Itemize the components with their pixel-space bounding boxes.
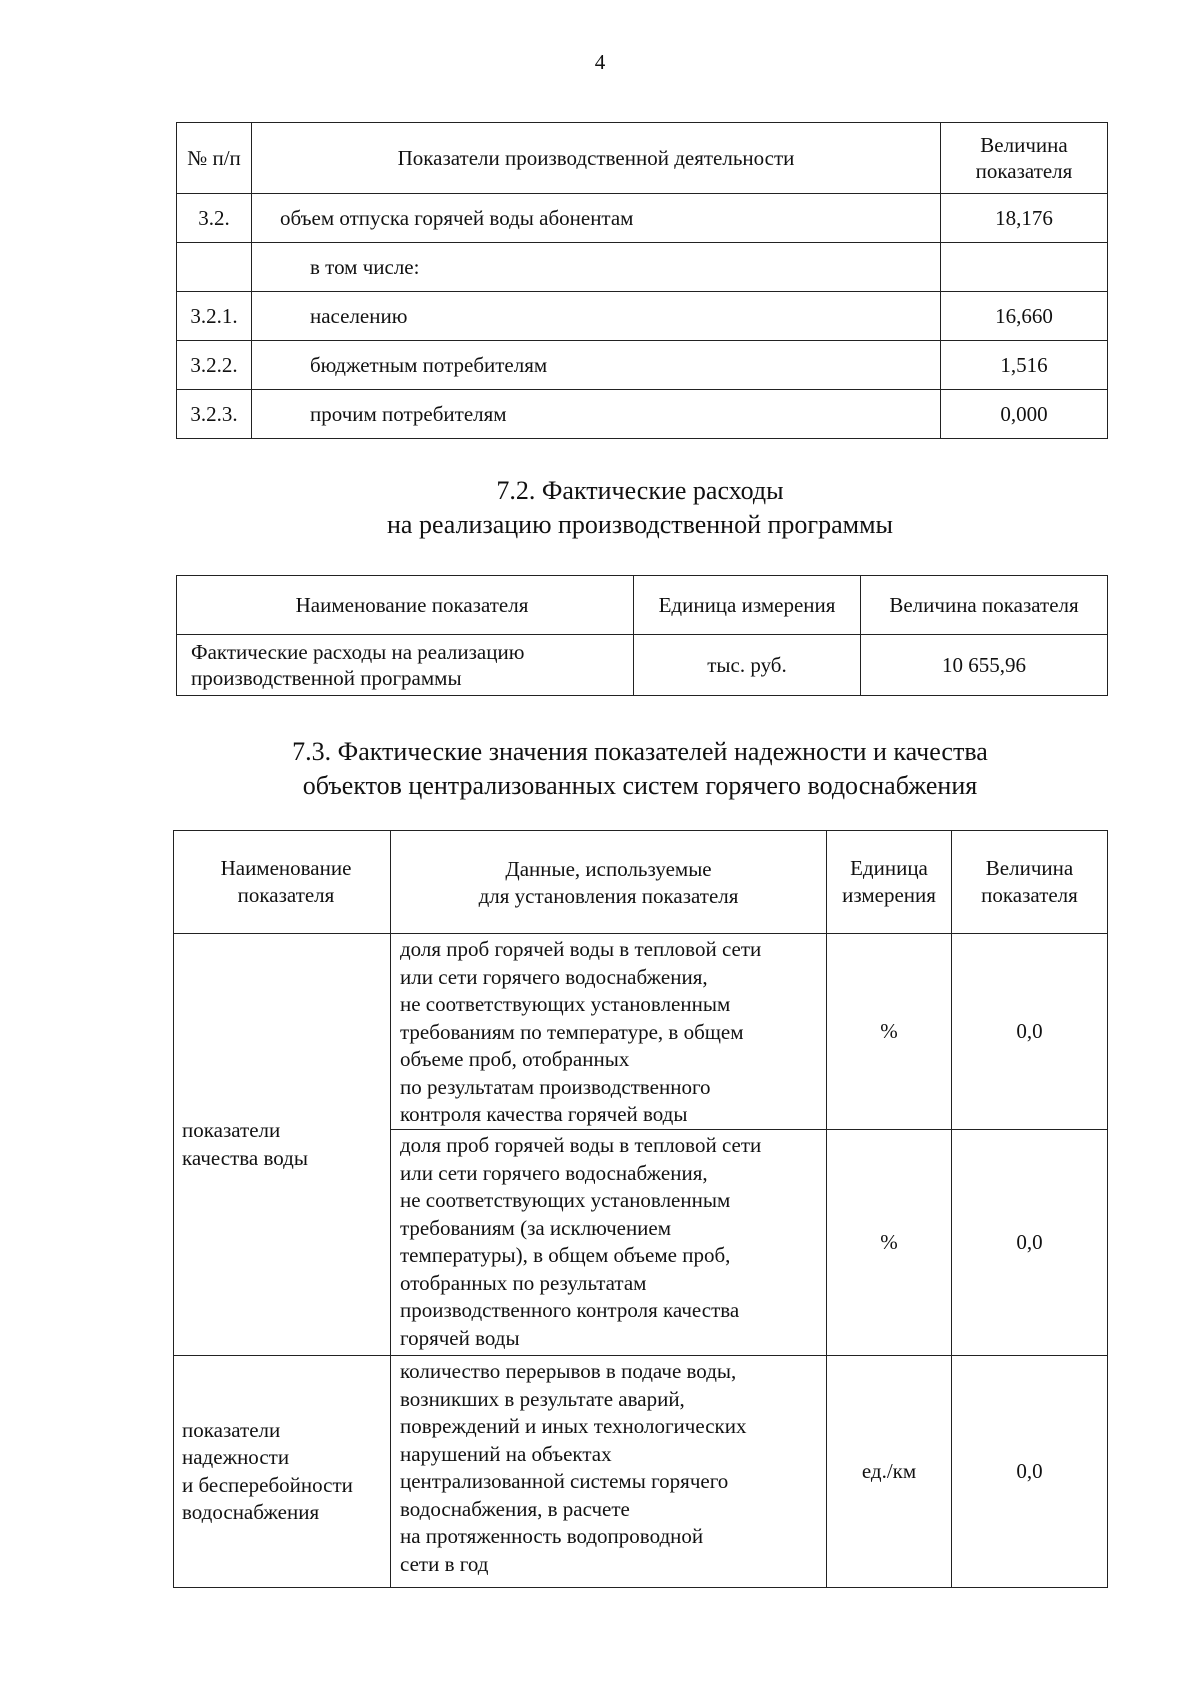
row-unit: %: [827, 934, 952, 1130]
data-line: не соответствующих установленным: [400, 992, 731, 1016]
header-value: Величина показателя: [941, 123, 1108, 194]
row-unit: ед./км: [827, 1356, 952, 1588]
data-line: количество перерывов в подаче воды,: [400, 1359, 737, 1383]
data-line: доля проб горячей воды в тепловой сети: [400, 1133, 762, 1157]
name-line: показатели: [182, 1417, 281, 1442]
heading-line: на реализацию производственной программы: [386, 510, 893, 539]
data-line: повреждений и иных технологических: [400, 1414, 747, 1438]
group-name-reliability: [174, 1356, 391, 1588]
row-value: 0,0: [952, 1130, 1108, 1356]
data-line: доля проб горячей воды в тепловой сети: [400, 937, 762, 961]
table-row: [174, 1356, 1108, 1588]
table-header-row: [174, 831, 1108, 934]
header-name: [174, 831, 391, 934]
header-line: Данные, используемые: [505, 857, 712, 881]
row-num: 3.2.: [177, 194, 252, 243]
name-line: и бесперебойности: [182, 1472, 353, 1497]
header-line: показателя: [981, 883, 1078, 907]
row-num: 3.2.2.: [177, 341, 252, 390]
data-line: сети в год: [400, 1551, 489, 1576]
row-value: 1,516: [941, 341, 1108, 390]
name-line: качества воды: [182, 1145, 308, 1170]
data-line: по результатам производственного: [400, 1074, 711, 1099]
row-value: 0,0: [952, 934, 1108, 1130]
data-line: не соответствующих установленным: [400, 1188, 731, 1212]
header-line: показателя: [237, 883, 335, 907]
row-name: прочим потребителям: [252, 390, 941, 439]
data-line: горячей воды: [400, 1325, 520, 1350]
header-name: Показатели производственной деятельности: [252, 123, 941, 194]
name-line: показатели: [182, 1118, 281, 1142]
header-line: Единица: [850, 856, 928, 880]
table-row: [174, 934, 1108, 1130]
section-heading-7-2: [0, 474, 1200, 542]
row-value: 16,660: [941, 292, 1108, 341]
row-num: 3.2.3.: [177, 390, 252, 439]
data-line: водоснабжения, в расчете: [400, 1496, 630, 1521]
data-line: нарушений на объектах: [400, 1441, 612, 1466]
row-name: Фактические расходы на реализацию производственной программы: [177, 635, 634, 696]
header-data: [391, 831, 827, 934]
header-value: Величина показателя: [861, 576, 1108, 635]
row-data: [391, 934, 827, 1130]
table-row: [177, 292, 1108, 341]
data-line: возникших в результате аварий,: [400, 1386, 685, 1411]
header-line: для установления показателя: [478, 884, 739, 908]
page-number: 4: [594, 50, 606, 74]
table-row: [177, 390, 1108, 439]
header-value: [952, 831, 1108, 934]
row-name: населению: [252, 292, 941, 341]
name-line: водоснабжения: [182, 1500, 320, 1524]
row-value: 0,0: [952, 1356, 1108, 1588]
table-header-row: [177, 576, 1108, 635]
row-unit: тыс. руб.: [634, 635, 861, 696]
row-num: 3.2.1.: [177, 292, 252, 341]
data-line: на протяженность водопроводной: [400, 1524, 704, 1548]
row-name: в том числе:: [252, 243, 941, 292]
data-line: объеме проб, отобранных: [400, 1047, 630, 1071]
data-line: централизованной системы горячего: [400, 1469, 729, 1493]
header-name: Наименование показателя: [177, 576, 634, 635]
row-value: 18,176: [941, 194, 1108, 243]
data-line: или сети горячего водоснабжения,: [400, 964, 708, 989]
row-unit: %: [827, 1130, 952, 1356]
table-header-row: [177, 123, 1108, 194]
table-row: [177, 194, 1108, 243]
table-row: [177, 243, 1108, 292]
row-name: объем отпуска горячей воды абонентам: [252, 194, 941, 243]
row-data: [391, 1356, 827, 1588]
row-data: [391, 1130, 827, 1356]
header-num: № п/п: [177, 123, 252, 194]
heading-line: объектов централизованных систем горячего водоснабжения: [302, 771, 978, 800]
reliability-quality-table: [173, 830, 1108, 1588]
section-heading-7-3: [0, 735, 1200, 803]
header-line: измерения: [842, 883, 936, 907]
production-indicators-table: [176, 122, 1108, 439]
name-line: надежности: [182, 1445, 290, 1469]
row-num: [177, 243, 252, 292]
data-line: контроля качества горячей воды: [400, 1102, 688, 1126]
row-value: 10 655,96: [861, 635, 1108, 696]
header-unit: [827, 831, 952, 934]
heading-line: 7.2. Фактические расходы: [496, 476, 784, 505]
data-line: или сети горячего водоснабжения,: [400, 1160, 708, 1185]
data-line: требованиям (за исключением: [400, 1215, 672, 1240]
table-row: [177, 341, 1108, 390]
row-name: бюджетным потребителям: [252, 341, 941, 390]
data-line: температуры), в общем объеме проб,: [400, 1243, 731, 1267]
group-name-quality: [174, 934, 391, 1356]
data-line: требованиям по температуре, в общем: [400, 1019, 744, 1044]
row-value: [941, 243, 1108, 292]
header-line: Величина: [985, 856, 1074, 880]
table-row: [177, 635, 1108, 696]
header-line: Наименование: [220, 856, 352, 880]
row-value: 0,000: [941, 390, 1108, 439]
expenses-table: [176, 575, 1108, 696]
data-line: производственного контроля качества: [400, 1298, 740, 1322]
data-line: отобранных по результатам: [400, 1270, 647, 1295]
heading-line: 7.3. Фактические значения показателей надежности и качества: [292, 737, 988, 766]
header-unit: Единица измерения: [634, 576, 861, 635]
